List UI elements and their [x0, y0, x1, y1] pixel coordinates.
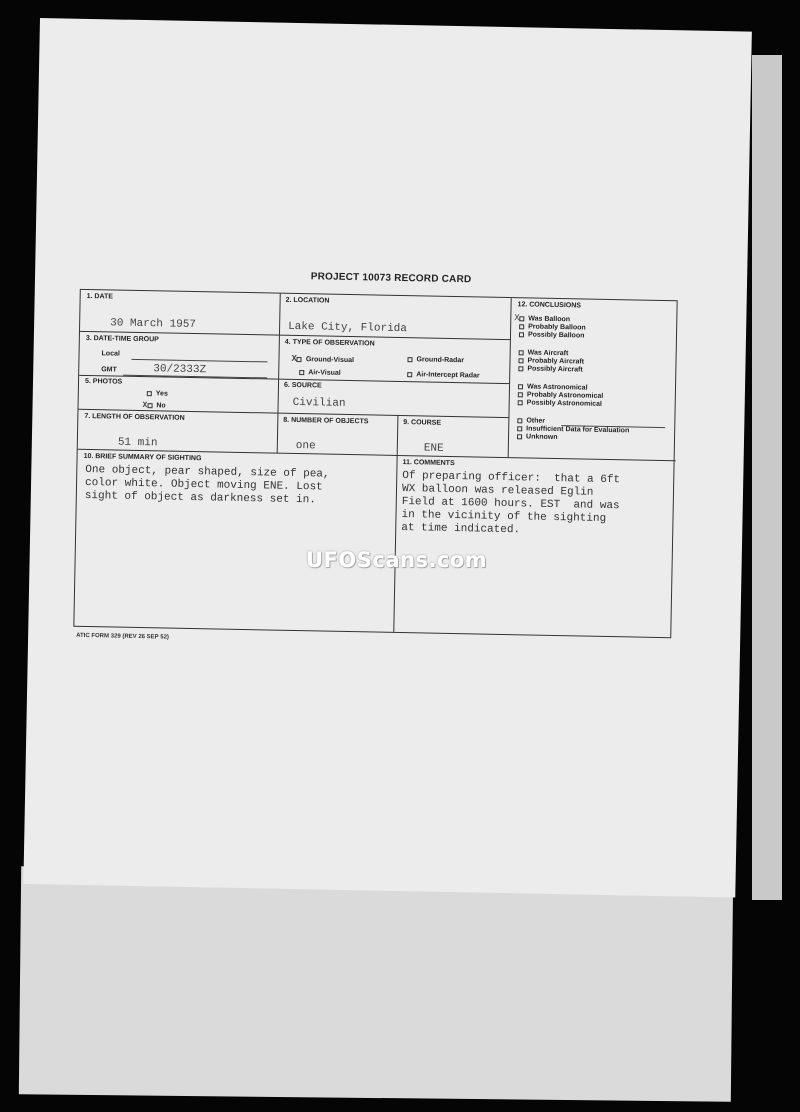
ground-visual-option: [291, 354, 354, 365]
conclusion-probably-aircraft: Probably Aircraft: [518, 357, 584, 366]
location-label: 2. LOCATION: [285, 296, 330, 305]
length-value: 51 min: [117, 436, 158, 450]
air-visual-option: [299, 369, 341, 377]
summary-text: One object, pear shaped, size of pea, color white. Object moving ENE. Lost sight of object as darkness set in.: [84, 463, 330, 507]
summary-cell: [74, 450, 397, 632]
photos-yes-checkbox: [147, 391, 152, 396]
source-value: Civilian: [292, 396, 346, 410]
number-of-objects-label: 8. NUMBER OF OBJECTS: [283, 416, 369, 426]
conclusions-cell: [509, 298, 679, 461]
location-cell: [280, 294, 512, 340]
date-value: 30 March 1957: [110, 317, 197, 332]
checkbox-possibly-balloon: [519, 332, 524, 337]
conclusion-was-astronomical: Was Astronomical: [518, 383, 588, 392]
conclusion-was-aircraft: Was Aircraft: [519, 349, 569, 358]
type-of-observation-cell: [279, 336, 511, 384]
checkbox-possibly-aircraft: [518, 366, 523, 371]
local-line: [131, 359, 267, 363]
air-intercept-radar-option: [407, 371, 480, 379]
checkbox-probably-balloon: [519, 324, 524, 329]
length-cell: [78, 410, 279, 454]
course-cell: [398, 416, 510, 458]
ground-radar-option: [407, 356, 464, 364]
air-intercept-radar-text: Air-Intercept Radar: [416, 371, 480, 380]
checkbox-was-balloon: [519, 316, 524, 321]
comments-label: 11. COMMENTS: [402, 459, 455, 468]
conclusion-possibly-aircraft: Possibly Aircraft: [518, 365, 583, 374]
gmt-value: 30/2333Z: [153, 363, 207, 377]
conclusions-label: 12. CONCLUSIONS: [517, 301, 582, 310]
photos-no-checkbox: [147, 403, 152, 408]
conclusion-was-balloon: Was Balloon: [519, 315, 570, 324]
record-card-page: [23, 18, 751, 898]
conclusion-probably-balloon: Probably Balloon: [519, 323, 586, 332]
length-label: 7. LENGTH OF OBSERVATION: [84, 412, 185, 422]
course-value: ENE: [423, 442, 444, 455]
number-of-objects-cell: [278, 414, 399, 456]
photos-yes-text: Yes: [155, 390, 168, 398]
checkbox-was-astronomical: [518, 384, 523, 389]
checkbox-was-aircraft: [519, 350, 524, 355]
checkbox-other: [517, 418, 522, 423]
comments-text: Of preparing officer: that a 6ft WX balloon was released Eglin Field at 1600 hours. EST and was in the vicinity of the sighting at time indicated.: [401, 470, 621, 537]
ground-visual-mark: X: [291, 353, 298, 364]
gmt-label: GMT: [101, 366, 117, 374]
location-value: Lake City, Florida: [288, 320, 408, 336]
back-sheet: [19, 866, 733, 1101]
source-cell: [278, 380, 510, 418]
card-title: PROJECT 10073 RECORD CARD: [310, 271, 472, 286]
conclusion-other: Other: [517, 417, 545, 426]
watermark: UFOScans.com: [306, 548, 488, 572]
checkbox-insufficient-data: [517, 426, 522, 431]
photos-no-text: No: [156, 402, 166, 410]
number-of-objects-value: one: [295, 439, 316, 453]
summary-label: 10. BRIEF SUMMARY OF SIGHTING: [83, 452, 202, 463]
checkbox-probably-aircraft: [518, 358, 523, 363]
source-label: 6. SOURCE: [283, 381, 322, 390]
photos-label: 5. PHOTOS: [84, 377, 123, 386]
conclusion-probably-astronomical: Probably Astronomical: [518, 391, 604, 401]
conclusion-possibly-balloon: Possibly Balloon: [519, 331, 585, 340]
checkbox-unknown: [517, 434, 522, 439]
air-visual-checkbox: [299, 370, 304, 375]
type-of-observation-label: 4. TYPE OF OBSERVATION: [284, 338, 375, 348]
local-label: Local: [101, 350, 120, 358]
conclusion-possibly-astronomical: Possibly Astronomical: [518, 399, 602, 409]
form-id: ATIC FORM 329 (REV 26 SEP 52): [76, 632, 169, 641]
checkbox-probably-astronomical: [518, 392, 523, 397]
was-balloon-mark: X: [514, 313, 520, 324]
course-label: 9. COURSE: [403, 419, 442, 427]
sheet-edge: [752, 55, 782, 900]
air-visual-text: Air-Visual: [308, 369, 341, 377]
air-intercept-radar-checkbox: [407, 372, 412, 377]
record-card-form: [73, 289, 677, 638]
conclusion-insufficient-data: Insufficient Data for Evaluation: [517, 425, 629, 435]
date-cell: [80, 290, 281, 336]
date-label: 1. DATE: [86, 292, 114, 301]
photos-yes-option: [147, 390, 168, 397]
comments-cell: [394, 456, 675, 637]
date-time-group-cell: [79, 332, 280, 380]
date-time-group-label: 3. DATE-TIME GROUP: [85, 334, 159, 344]
ground-radar-text: Ground-Radar: [416, 356, 465, 365]
conclusion-unknown: Unknown: [517, 433, 558, 442]
ground-radar-checkbox: [407, 357, 412, 362]
photos-no-option: [142, 401, 165, 410]
ground-visual-text: Ground-Visual: [305, 356, 355, 365]
photos-no-mark: X: [142, 401, 148, 411]
checkbox-possibly-astronomical: [518, 400, 523, 405]
ground-visual-checkbox: [297, 357, 302, 362]
photos-cell: [78, 376, 279, 414]
